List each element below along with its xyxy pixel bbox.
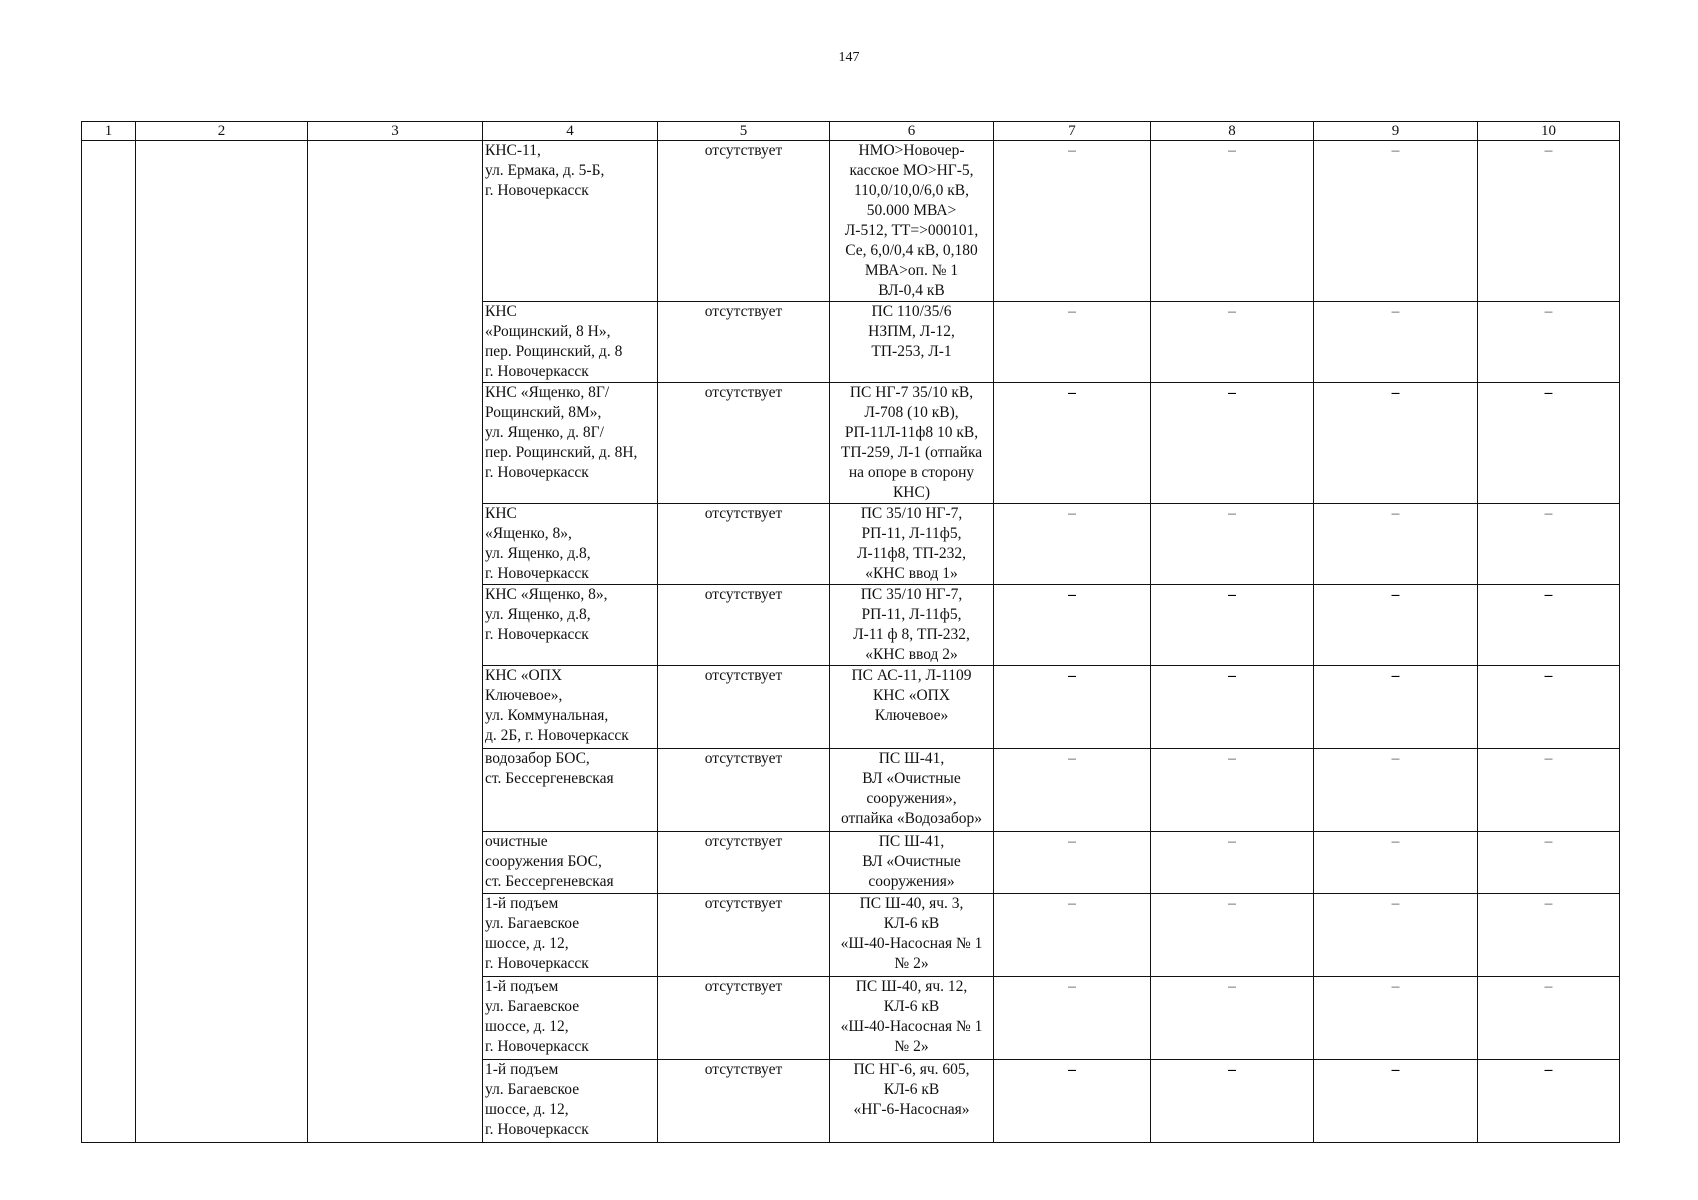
dash-cell: – (1478, 832, 1620, 894)
dash-cell: – (994, 749, 1151, 832)
dash-cell: – (1314, 383, 1478, 504)
absent-cell: отсутствует (658, 383, 830, 504)
dash-cell: – (1314, 894, 1478, 977)
supply-cell: ПС 35/10 НГ-7, РП-11, Л-11ф5, Л-11 ф 8, ТП-232, «КНС ввод 2» (830, 585, 994, 666)
dash-cell: – (994, 504, 1151, 585)
absent-cell: отсутствует (658, 504, 830, 585)
dash-cell: – (994, 1060, 1151, 1143)
dash-cell: – (1478, 141, 1620, 302)
dash-cell: – (1151, 383, 1314, 504)
dash-cell: – (1314, 666, 1478, 749)
object-cell: очистные сооружения БОС, ст. Бессергеневская (483, 832, 658, 894)
dash-cell: – (1151, 749, 1314, 832)
dash-cell: – (1478, 383, 1620, 504)
dash-cell: – (994, 666, 1151, 749)
absent-cell: отсутствует (658, 1060, 830, 1143)
header-row (82, 122, 1620, 141)
header-cell: 3 (308, 122, 483, 141)
object-cell: 1-й подъем ул. Багаевское шоссе, д. 12, г. Новочеркасск (483, 894, 658, 977)
supply-cell: НМО>Новочер- касское МО>НГ-5, 110,0/10,0/6,0 кВ, 50.000 МВА> Л-512, ТТ=>000101, Се, 6,0/0,4 кВ, 0,180 МВА>оп. № 1 ВЛ-0,4 кВ (830, 141, 994, 302)
dash-cell: – (994, 977, 1151, 1060)
object-cell: 1-й подъем ул. Багаевское шоссе, д. 12, г. Новочеркасск (483, 977, 658, 1060)
absent-cell: отсутствует (658, 585, 830, 666)
supply-cell: ПС АС-11, Л-1109 КНС «ОПХ Ключевое» (830, 666, 994, 749)
dash-cell: – (1314, 977, 1478, 1060)
dash-cell: – (1478, 894, 1620, 977)
dash-cell: – (1151, 894, 1314, 977)
table-row (82, 141, 1620, 302)
supply-cell: ПС 110/35/6 НЗПМ, Л-12, ТП-253, Л-1 (830, 302, 994, 383)
header-cell: 10 (1478, 122, 1620, 141)
object-cell: КНС «Ященко, 8Г/ Рощинский, 8М», ул. Ященко, д. 8Г/ пер. Рощинский, д. 8Н, г. Новочеркасск (483, 383, 658, 504)
object-cell: КНС «Рощинский, 8 Н», пер. Рощинский, д. 8 г. Новочеркасск (483, 302, 658, 383)
object-cell: 1-й подъем ул. Багаевское шоссе, д. 12, г. Новочеркасск (483, 1060, 658, 1143)
dash-cell: – (1314, 832, 1478, 894)
dash-cell: – (1151, 504, 1314, 585)
supply-cell: ПС Ш-40, яч. 3, КЛ-6 кВ «Ш-40-Насосная № 1 № 2» (830, 894, 994, 977)
dash-cell: – (1478, 1060, 1620, 1143)
dash-cell: – (1314, 141, 1478, 302)
absent-cell: отсутствует (658, 666, 830, 749)
page-number: 147 (838, 50, 860, 65)
supply-cell: ПС Ш-41, ВЛ «Очистные сооружения», отпайка «Водозабор» (830, 749, 994, 832)
dash-cell: – (1314, 585, 1478, 666)
dash-cell: – (994, 832, 1151, 894)
supply-cell: ПС Ш-41, ВЛ «Очистные сооружения» (830, 832, 994, 894)
dash-cell: – (1314, 1060, 1478, 1143)
col3-merged-cell (308, 141, 483, 1143)
header-cell: 4 (483, 122, 658, 141)
dash-cell: – (1478, 504, 1620, 585)
header-cell: 6 (830, 122, 994, 141)
dash-cell: – (1478, 666, 1620, 749)
header-cell: 9 (1314, 122, 1478, 141)
supply-cell: ПС Ш-40, яч. 12, КЛ-6 кВ «Ш-40-Насосная № 1 № 2» (830, 977, 994, 1060)
dash-cell: – (1478, 585, 1620, 666)
absent-cell: отсутствует (658, 141, 830, 302)
dash-cell: – (1151, 141, 1314, 302)
col1-merged-cell (82, 141, 136, 1143)
dash-cell: – (994, 894, 1151, 977)
object-cell: КНС-11, ул. Ермака, д. 5-Б, г. Новочеркасск (483, 141, 658, 302)
dash-cell: – (1151, 832, 1314, 894)
absent-cell: отсутствует (658, 302, 830, 383)
facilities-table (81, 121, 1620, 1143)
header-cell: 2 (136, 122, 308, 141)
dash-cell: – (1151, 585, 1314, 666)
supply-cell: ПС 35/10 НГ-7, РП-11, Л-11ф5, Л-11ф8, ТП-232, «КНС ввод 1» (830, 504, 994, 585)
object-cell: КНС «ОПХ Ключевое», ул. Коммунальная, д. 2Б, г. Новочеркасск (483, 666, 658, 749)
absent-cell: отсутствует (658, 749, 830, 832)
header-cell: 5 (658, 122, 830, 141)
object-cell: КНС «Ященко, 8», ул. Ященко, д.8, г. Новочеркасск (483, 504, 658, 585)
dash-cell: – (1151, 666, 1314, 749)
header-cell: 8 (1151, 122, 1314, 141)
dash-cell: – (1314, 302, 1478, 383)
dash-cell: – (1314, 749, 1478, 832)
dash-cell: – (994, 141, 1151, 302)
dash-cell: – (1478, 749, 1620, 832)
dash-cell: – (1314, 504, 1478, 585)
dash-cell: – (994, 302, 1151, 383)
header-cell: 7 (994, 122, 1151, 141)
dash-cell: – (1151, 977, 1314, 1060)
header-cell: 1 (82, 122, 136, 141)
supply-cell: ПС НГ-6, яч. 605, КЛ-6 кВ «НГ-6-Насосная» (830, 1060, 994, 1143)
absent-cell: отсутствует (658, 894, 830, 977)
dash-cell: – (1478, 302, 1620, 383)
absent-cell: отсутствует (658, 977, 830, 1060)
object-cell: КНС «Ященко, 8», ул. Ященко, д.8, г. Новочеркасск (483, 585, 658, 666)
absent-cell: отсутствует (658, 832, 830, 894)
dash-cell: – (994, 383, 1151, 504)
dash-cell: – (1478, 977, 1620, 1060)
object-cell: водозабор БОС, ст. Бессергеневская (483, 749, 658, 832)
supply-cell: ПС НГ-7 35/10 кВ, Л-708 (10 кВ), РП-11Л-11ф8 10 кВ, ТП-259, Л-1 (отпайка на опоре в сторону КНС) (830, 383, 994, 504)
dash-cell: – (1151, 1060, 1314, 1143)
col2-merged-cell (136, 141, 308, 1143)
dash-cell: – (994, 585, 1151, 666)
dash-cell: – (1151, 302, 1314, 383)
